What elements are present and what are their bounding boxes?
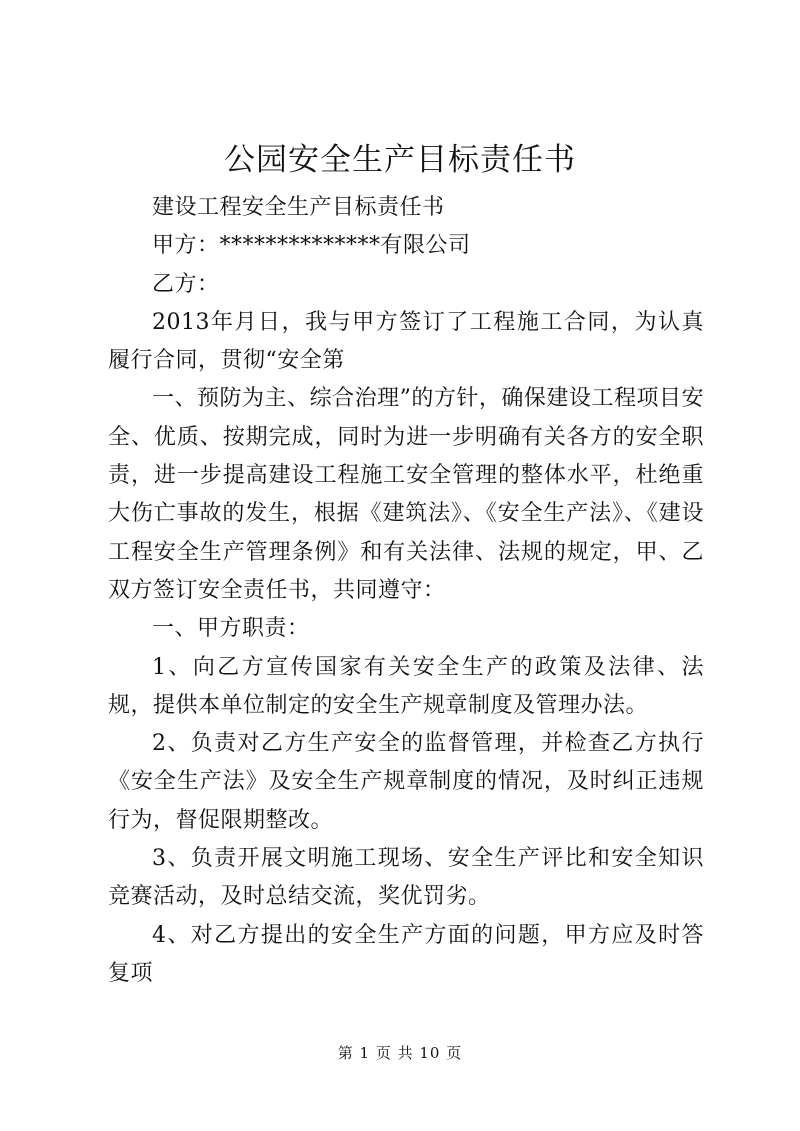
- section-heading-party-a-duties: 一、甲方职责：: [152, 616, 310, 642]
- paragraph-party-b: 乙方：: [152, 271, 220, 297]
- paragraph-subtitle: 建设工程安全生产目标责任书: [152, 195, 445, 220]
- document-body: [108, 189, 704, 993]
- page-footer: 第 1 页 共 10 页: [337, 1044, 463, 1062]
- duty-item-2: 2、负责对乙方生产安全的监督管理，并检查乙方执行《安全生产法》及安全生产规章制度的情况，及时纠正违规行为，督促限期整改。: [108, 731, 704, 833]
- duty-item-4: 4、对乙方提出的安全生产方面的问题，甲方应及时答复项: [108, 922, 704, 986]
- paragraph-intro: 2013年月日，我与甲方签订了工程施工合同，为认真履行合同，贯彻“安全第: [108, 309, 704, 374]
- duty-item-1: 1、向乙方宣传国家有关安全生产的政策及法律、法规，提供本单位制定的安全生产规章制度及管理办法。: [108, 654, 704, 718]
- paragraph-party-a: 甲方：**************有限公司: [152, 233, 471, 259]
- paragraph-policy: 一、预防为主、综合治理”的方针，确保建设工程项目安全、优质、按期完成，同时为进一步明确有关各方的安全职责，进一步提高建设工程施工安全管理的整体水平，杜绝重大伤亡事故的发生，根据《建筑法》、《安全生产法》、《建设工程安全生产管理条例》和有关法律、法规的规定，甲、乙双方签订安全责任书，共同遵守：: [108, 386, 704, 603]
- document-title: 公园安全生产目标责任书: [224, 142, 576, 178]
- duty-item-3: 3、负责开展文明施工现场、安全生产评比和安全知识竞赛活动，及时总结交流，奖优罚劣。: [108, 846, 704, 910]
